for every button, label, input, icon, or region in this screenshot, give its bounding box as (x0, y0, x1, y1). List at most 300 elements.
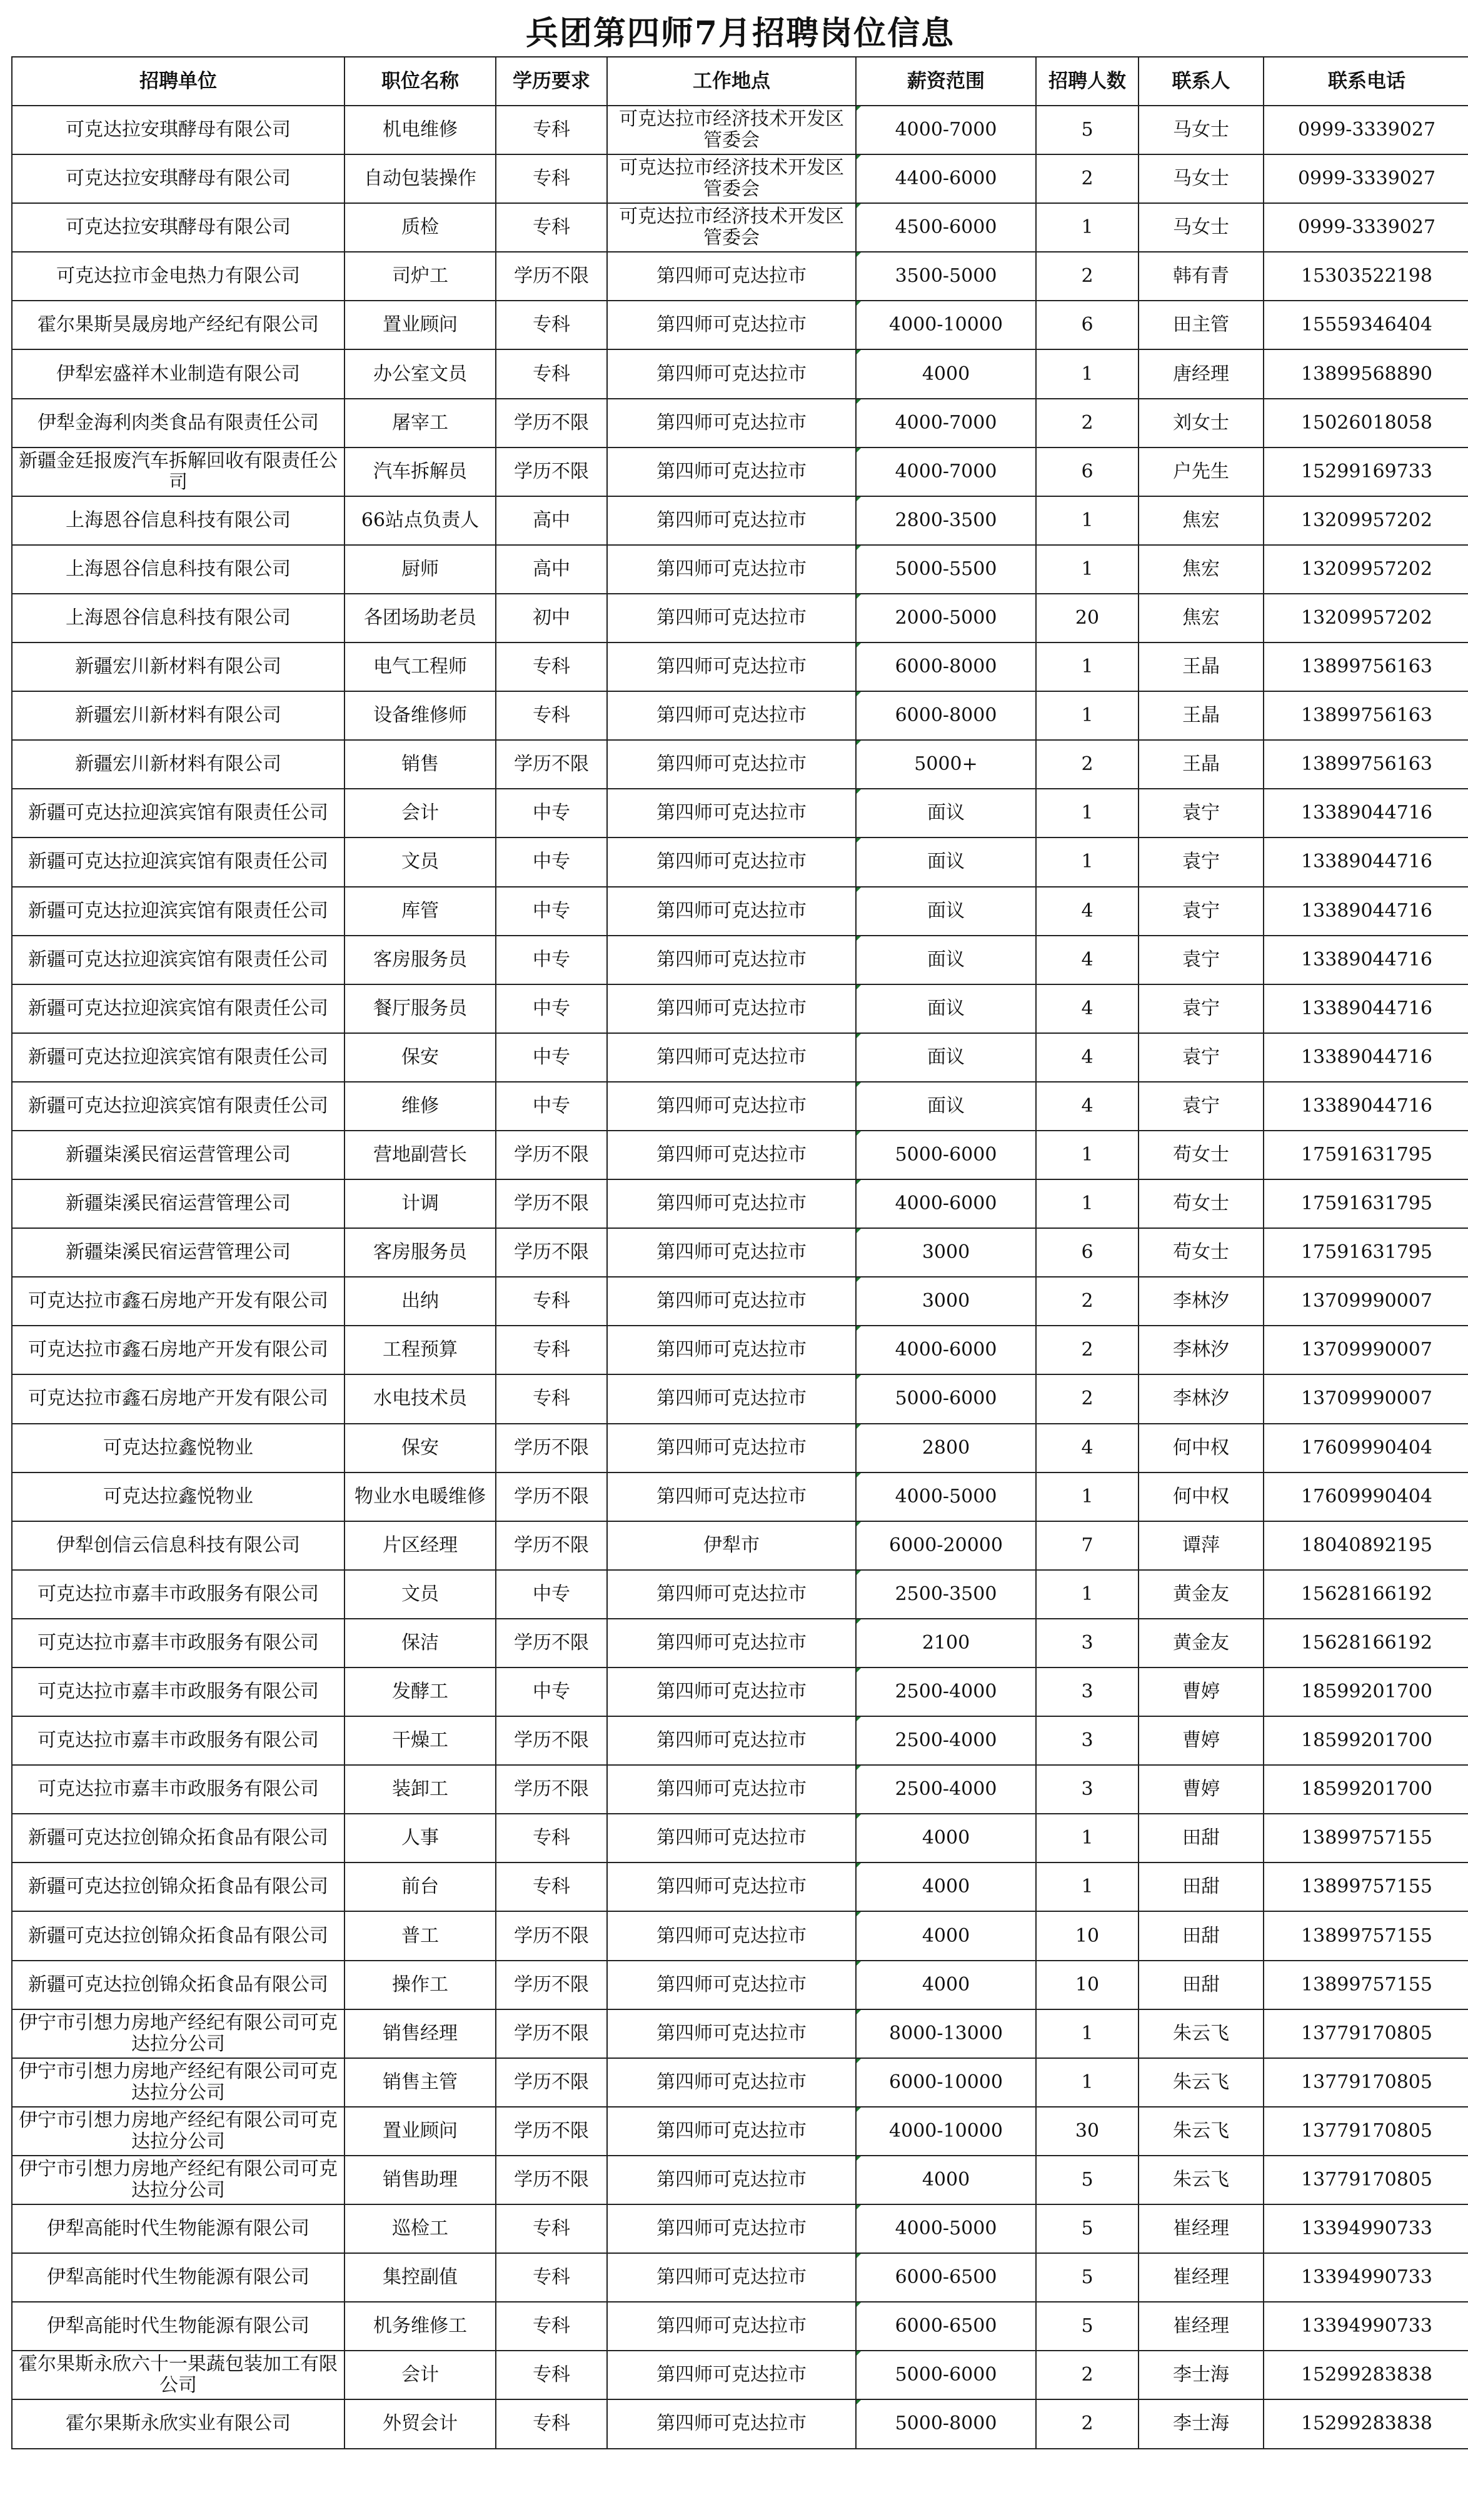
cell-education: 中专 (496, 984, 607, 1033)
cell-education: 学历不限 (496, 2107, 607, 2156)
cell-location: 第四师可克达拉市 (607, 1033, 856, 1082)
cell-location: 第四师可克达拉市 (607, 1472, 856, 1521)
cell-position: 会计 (344, 789, 496, 838)
cell-contact: 袁宁 (1139, 1082, 1264, 1131)
table-row (12, 203, 1468, 252)
cell-salary: 2500-4000 (856, 1668, 1036, 1716)
cell-phone: 15303522198 (1264, 252, 1468, 301)
table-row (12, 1570, 1468, 1619)
cell-contact: 李林汐 (1139, 1374, 1264, 1423)
cell-contact: 田甜 (1139, 1862, 1264, 1911)
cell-salary: 4500-6000 (856, 203, 1036, 252)
cell-phone: 13899568890 (1264, 349, 1468, 398)
cell-headcount: 2 (1036, 1326, 1139, 1374)
table-row (12, 1619, 1468, 1668)
cell-headcount: 1 (1036, 1472, 1139, 1521)
table-row (12, 448, 1468, 496)
cell-phone: 15299283838 (1264, 2399, 1468, 2448)
table-row (12, 301, 1468, 349)
cell-position: 前台 (344, 1862, 496, 1911)
cell-headcount: 6 (1036, 1228, 1139, 1277)
cell-employer: 可克达拉安琪酵母有限公司 (12, 154, 344, 203)
cell-location: 第四师可克达拉市 (607, 887, 856, 936)
cell-location: 第四师可克达拉市 (607, 2253, 856, 2302)
cell-contact: 何中权 (1139, 1424, 1264, 1472)
cell-employer: 新疆宏川新材料有限公司 (12, 691, 344, 740)
cell-position: 销售主管 (344, 2058, 496, 2107)
cell-location: 第四师可克达拉市 (607, 1131, 856, 1179)
cell-salary: 4000 (856, 1814, 1036, 1862)
table-row (12, 2204, 1468, 2253)
cell-education: 学历不限 (496, 399, 607, 448)
cell-education: 专科 (496, 1862, 607, 1911)
cell-headcount: 1 (1036, 1570, 1139, 1619)
cell-position: 出纳 (344, 1277, 496, 1326)
cell-phone: 13389044716 (1264, 887, 1468, 936)
cell-salary: 5000-6000 (856, 2351, 1036, 2399)
table-row (12, 1521, 1468, 1570)
table-row (12, 2107, 1468, 2156)
cell-education: 学历不限 (496, 1472, 607, 1521)
cell-employer: 新疆可克达拉迎滨宾馆有限责任公司 (12, 936, 344, 984)
table-row (12, 1424, 1468, 1472)
cell-contact: 刘女士 (1139, 399, 1264, 448)
cell-location: 第四师可克达拉市 (607, 349, 856, 398)
cell-education: 学历不限 (496, 1179, 607, 1228)
table-row (12, 2009, 1468, 2058)
cell-position: 厨师 (344, 545, 496, 594)
table-row (12, 545, 1468, 594)
cell-location: 第四师可克达拉市 (607, 1082, 856, 1131)
cell-salary: 面议 (856, 984, 1036, 1033)
cell-phone: 0999-3339027 (1264, 106, 1468, 154)
cell-location: 第四师可克达拉市 (607, 642, 856, 691)
cell-education: 学历不限 (496, 2156, 607, 2204)
cell-education: 专科 (496, 203, 607, 252)
cell-location: 第四师可克达拉市 (607, 2302, 856, 2351)
header-phone: 联系电话 (1264, 57, 1468, 106)
cell-phone: 13389044716 (1264, 1033, 1468, 1082)
cell-employer: 可克达拉安琪酵母有限公司 (12, 203, 344, 252)
cell-education: 专科 (496, 2204, 607, 2253)
header-headcount: 招聘人数 (1036, 57, 1139, 106)
cell-phone: 13709990007 (1264, 1374, 1468, 1423)
cell-salary: 6000-8000 (856, 642, 1036, 691)
cell-contact: 田主管 (1139, 301, 1264, 349)
cell-phone: 13899757155 (1264, 1862, 1468, 1911)
cell-education: 学历不限 (496, 740, 607, 789)
cell-employer: 伊宁市引想力房地产经纪有限公司可克达拉分公司 (12, 2009, 344, 2058)
table-row (12, 691, 1468, 740)
cell-headcount: 5 (1036, 2302, 1139, 2351)
cell-headcount: 1 (1036, 691, 1139, 740)
cell-location: 第四师可克达拉市 (607, 252, 856, 301)
cell-location: 第四师可克达拉市 (607, 1424, 856, 1472)
table-row (12, 154, 1468, 203)
cell-position: 质检 (344, 203, 496, 252)
table-row (12, 838, 1468, 886)
cell-salary: 5000-6000 (856, 1374, 1036, 1423)
cell-location: 第四师可克达拉市 (607, 1228, 856, 1277)
cell-location: 第四师可克达拉市 (607, 2107, 856, 2156)
cell-employer: 新疆可克达拉迎滨宾馆有限责任公司 (12, 1082, 344, 1131)
cell-position: 保安 (344, 1424, 496, 1472)
cell-phone: 13899756163 (1264, 691, 1468, 740)
cell-education: 中专 (496, 838, 607, 886)
cell-education: 中专 (496, 1082, 607, 1131)
cell-contact: 崔经理 (1139, 2302, 1264, 2351)
cell-location: 第四师可克达拉市 (607, 594, 856, 642)
cell-employer: 伊犁金海利肉类食品有限责任公司 (12, 399, 344, 448)
cell-employer: 上海恩谷信息科技有限公司 (12, 496, 344, 545)
cell-headcount: 10 (1036, 1961, 1139, 2009)
cell-position: 客房服务员 (344, 1228, 496, 1277)
cell-location: 可克达拉市经济技术开发区管委会 (607, 154, 856, 203)
cell-contact: 李士海 (1139, 2399, 1264, 2448)
cell-position: 文员 (344, 838, 496, 886)
cell-salary: 4000-10000 (856, 301, 1036, 349)
cell-headcount: 3 (1036, 1765, 1139, 1814)
cell-location: 第四师可克达拉市 (607, 1814, 856, 1862)
cell-employer: 伊犁宏盛祥木业制造有限公司 (12, 349, 344, 398)
cell-employer: 新疆可克达拉迎滨宾馆有限责任公司 (12, 838, 344, 886)
cell-employer: 新疆宏川新材料有限公司 (12, 642, 344, 691)
cell-location: 第四师可克达拉市 (607, 2009, 856, 2058)
cell-salary: 2100 (856, 1619, 1036, 1668)
cell-contact: 袁宁 (1139, 789, 1264, 838)
cell-location: 第四师可克达拉市 (607, 1765, 856, 1814)
cell-salary: 4000-5000 (856, 2204, 1036, 2253)
cell-salary: 3500-5000 (856, 252, 1036, 301)
cell-position: 销售助理 (344, 2156, 496, 2204)
cell-contact: 田甜 (1139, 1814, 1264, 1862)
table-row (12, 1033, 1468, 1082)
table-row (12, 1277, 1468, 1326)
table-row (12, 594, 1468, 642)
cell-position: 销售经理 (344, 2009, 496, 2058)
cell-salary: 4000-7000 (856, 448, 1036, 496)
cell-salary: 3000 (856, 1277, 1036, 1326)
table-row (12, 1862, 1468, 1911)
cell-employer: 新疆柒溪民宿运营管理公司 (12, 1228, 344, 1277)
cell-employer: 新疆柒溪民宿运营管理公司 (12, 1131, 344, 1179)
cell-contact: 韩有青 (1139, 252, 1264, 301)
table-row (12, 2399, 1468, 2448)
cell-employer: 新疆可克达拉迎滨宾馆有限责任公司 (12, 984, 344, 1033)
cell-salary: 面议 (856, 887, 1036, 936)
cell-contact: 马女士 (1139, 203, 1264, 252)
cell-education: 中专 (496, 1668, 607, 1716)
cell-contact: 田甜 (1139, 1961, 1264, 2009)
cell-position: 电气工程师 (344, 642, 496, 691)
cell-employer: 伊犁高能时代生物能源有限公司 (12, 2204, 344, 2253)
cell-location: 第四师可克达拉市 (607, 1326, 856, 1374)
cell-position: 会计 (344, 2351, 496, 2399)
cell-contact: 曹婷 (1139, 1668, 1264, 1716)
cell-salary: 2000-5000 (856, 594, 1036, 642)
table-row (12, 2302, 1468, 2351)
cell-education: 专科 (496, 2253, 607, 2302)
cell-headcount: 5 (1036, 2156, 1139, 2204)
cell-headcount: 4 (1036, 1082, 1139, 1131)
cell-location: 第四师可克达拉市 (607, 2058, 856, 2107)
table-row (12, 887, 1468, 936)
cell-education: 中专 (496, 1570, 607, 1619)
recruitment-sheet (11, 11, 1468, 2449)
cell-headcount: 2 (1036, 740, 1139, 789)
cell-salary: 2500-4000 (856, 1765, 1036, 1814)
cell-position: 司炉工 (344, 252, 496, 301)
cell-contact: 李士海 (1139, 2351, 1264, 2399)
cell-contact: 王晶 (1139, 691, 1264, 740)
cell-location: 第四师可克达拉市 (607, 1961, 856, 2009)
cell-location: 第四师可克达拉市 (607, 399, 856, 448)
table-row (12, 1374, 1468, 1423)
cell-contact: 苟女士 (1139, 1228, 1264, 1277)
cell-salary: 面议 (856, 1082, 1036, 1131)
header-position: 职位名称 (344, 57, 496, 106)
cell-location: 第四师可克达拉市 (607, 838, 856, 886)
cell-contact: 谭萍 (1139, 1521, 1264, 1570)
cell-phone: 15628166192 (1264, 1619, 1468, 1668)
cell-salary: 5000-5500 (856, 545, 1036, 594)
cell-salary: 面议 (856, 789, 1036, 838)
cell-position: 置业顾问 (344, 2107, 496, 2156)
table-row (12, 496, 1468, 545)
table-row (12, 1765, 1468, 1814)
cell-education: 专科 (496, 691, 607, 740)
cell-headcount: 2 (1036, 154, 1139, 203)
cell-phone: 0999-3339027 (1264, 154, 1468, 203)
cell-position: 片区经理 (344, 1521, 496, 1570)
cell-position: 人事 (344, 1814, 496, 1862)
cell-salary: 4000-10000 (856, 2107, 1036, 2156)
cell-location: 第四师可克达拉市 (607, 301, 856, 349)
cell-location: 第四师可克达拉市 (607, 2399, 856, 2448)
cell-education: 中专 (496, 887, 607, 936)
cell-salary: 面议 (856, 936, 1036, 984)
page-title: 兵团第四师7月招聘岗位信息 (525, 14, 955, 52)
cell-contact: 袁宁 (1139, 838, 1264, 886)
cell-phone: 13209957202 (1264, 594, 1468, 642)
cell-phone: 17609990404 (1264, 1424, 1468, 1472)
cell-position: 巡检工 (344, 2204, 496, 2253)
cell-phone: 18599201700 (1264, 1765, 1468, 1814)
cell-employer: 伊犁高能时代生物能源有限公司 (12, 2302, 344, 2351)
cell-salary: 6000-6500 (856, 2302, 1036, 2351)
cell-phone: 15299283838 (1264, 2351, 1468, 2399)
cell-headcount: 1 (1036, 349, 1139, 398)
cell-position: 计调 (344, 1179, 496, 1228)
cell-location: 可克达拉市经济技术开发区管委会 (607, 106, 856, 154)
cell-headcount: 7 (1036, 1521, 1139, 1570)
cell-education: 学历不限 (496, 1961, 607, 2009)
cell-employer: 新疆可克达拉创锦众拓食品有限公司 (12, 1862, 344, 1911)
cell-education: 专科 (496, 2399, 607, 2448)
cell-employer: 可克达拉市嘉丰市政服务有限公司 (12, 1619, 344, 1668)
cell-headcount: 4 (1036, 984, 1139, 1033)
cell-education: 中专 (496, 789, 607, 838)
cell-salary: 2500-4000 (856, 1716, 1036, 1765)
cell-headcount: 4 (1036, 887, 1139, 936)
table-row (12, 984, 1468, 1033)
cell-position: 装卸工 (344, 1765, 496, 1814)
cell-education: 专科 (496, 642, 607, 691)
cell-headcount: 10 (1036, 1911, 1139, 1960)
table-row (12, 1814, 1468, 1862)
table-row (12, 2351, 1468, 2399)
cell-employer: 可克达拉鑫悦物业 (12, 1424, 344, 1472)
cell-education: 高中 (496, 545, 607, 594)
cell-contact: 李林汐 (1139, 1326, 1264, 1374)
cell-headcount: 2 (1036, 2351, 1139, 2399)
cell-position: 各团场助老员 (344, 594, 496, 642)
cell-phone: 13209957202 (1264, 496, 1468, 545)
cell-position: 文员 (344, 1570, 496, 1619)
cell-education: 学历不限 (496, 1521, 607, 1570)
cell-phone: 13389044716 (1264, 936, 1468, 984)
cell-phone: 13779170805 (1264, 2107, 1468, 2156)
cell-headcount: 1 (1036, 1131, 1139, 1179)
cell-position: 保洁 (344, 1619, 496, 1668)
cell-contact: 朱云飞 (1139, 2156, 1264, 2204)
cell-employer: 新疆可克达拉迎滨宾馆有限责任公司 (12, 789, 344, 838)
header-employer: 招聘单位 (12, 57, 344, 106)
table-row (12, 1668, 1468, 1716)
cell-headcount: 1 (1036, 642, 1139, 691)
cell-employer: 可克达拉市鑫石房地产开发有限公司 (12, 1277, 344, 1326)
cell-education: 专科 (496, 301, 607, 349)
table-row (12, 1472, 1468, 1521)
cell-location: 第四师可克达拉市 (607, 691, 856, 740)
cell-headcount: 20 (1036, 594, 1139, 642)
cell-location: 第四师可克达拉市 (607, 740, 856, 789)
cell-contact: 田甜 (1139, 1911, 1264, 1960)
table-row (12, 789, 1468, 838)
cell-phone: 13899757155 (1264, 1814, 1468, 1862)
table-row (12, 642, 1468, 691)
cell-location: 第四师可克达拉市 (607, 2156, 856, 2204)
table-row (12, 1228, 1468, 1277)
cell-education: 初中 (496, 594, 607, 642)
cell-employer: 可克达拉市嘉丰市政服务有限公司 (12, 1668, 344, 1716)
cell-employer: 可克达拉市鑫石房地产开发有限公司 (12, 1374, 344, 1423)
cell-location: 第四师可克达拉市 (607, 545, 856, 594)
cell-location: 第四师可克达拉市 (607, 1911, 856, 1960)
cell-contact: 苟女士 (1139, 1131, 1264, 1179)
cell-phone: 17609990404 (1264, 1472, 1468, 1521)
cell-education: 专科 (496, 2351, 607, 2399)
cell-position: 自动包装操作 (344, 154, 496, 203)
cell-phone: 18599201700 (1264, 1716, 1468, 1765)
job-rows (12, 106, 1468, 2449)
cell-contact: 袁宁 (1139, 984, 1264, 1033)
cell-contact: 曹婷 (1139, 1716, 1264, 1765)
cell-salary: 6000-8000 (856, 691, 1036, 740)
cell-contact: 朱云飞 (1139, 2058, 1264, 2107)
cell-salary: 5000-6000 (856, 1131, 1036, 1179)
cell-headcount: 1 (1036, 2058, 1139, 2107)
cell-contact: 朱云飞 (1139, 2009, 1264, 2058)
cell-contact: 唐经理 (1139, 349, 1264, 398)
cell-position: 机电维修 (344, 106, 496, 154)
header-education: 学历要求 (496, 57, 607, 106)
cell-location: 第四师可克达拉市 (607, 1668, 856, 1716)
cell-salary: 4000 (856, 1961, 1036, 2009)
cell-education: 中专 (496, 936, 607, 984)
cell-contact: 马女士 (1139, 106, 1264, 154)
cell-headcount: 5 (1036, 106, 1139, 154)
table-row (12, 1911, 1468, 1960)
cell-employer: 新疆可克达拉迎滨宾馆有限责任公司 (12, 887, 344, 936)
cell-position: 干燥工 (344, 1716, 496, 1765)
table-row (12, 2156, 1468, 2204)
cell-contact: 袁宁 (1139, 887, 1264, 936)
cell-employer: 可克达拉安琪酵母有限公司 (12, 106, 344, 154)
table-row (12, 936, 1468, 984)
cell-headcount: 5 (1036, 2204, 1139, 2253)
cell-contact: 苟女士 (1139, 1179, 1264, 1228)
cell-contact: 袁宁 (1139, 936, 1264, 984)
cell-location: 第四师可克达拉市 (607, 2204, 856, 2253)
table-header-row (12, 57, 1468, 106)
cell-employer: 可克达拉市嘉丰市政服务有限公司 (12, 1716, 344, 1765)
cell-salary: 2800-3500 (856, 496, 1036, 545)
cell-phone: 13389044716 (1264, 838, 1468, 886)
cell-phone: 15628166192 (1264, 1570, 1468, 1619)
cell-headcount: 2 (1036, 1277, 1139, 1326)
cell-phone: 18599201700 (1264, 1668, 1468, 1716)
cell-employer: 伊宁市引想力房地产经纪有限公司可克达拉分公司 (12, 2156, 344, 2204)
cell-education: 学历不限 (496, 1228, 607, 1277)
cell-contact: 朱云飞 (1139, 2107, 1264, 2156)
cell-phone: 13899757155 (1264, 1961, 1468, 2009)
cell-position: 水电技术员 (344, 1374, 496, 1423)
cell-employer: 新疆柒溪民宿运营管理公司 (12, 1179, 344, 1228)
cell-location: 第四师可克达拉市 (607, 1277, 856, 1326)
cell-position: 保安 (344, 1033, 496, 1082)
cell-position: 66站点负责人 (344, 496, 496, 545)
cell-employer: 上海恩谷信息科技有限公司 (12, 545, 344, 594)
cell-education: 专科 (496, 154, 607, 203)
cell-salary: 6000-20000 (856, 1521, 1036, 1570)
cell-headcount: 4 (1036, 1424, 1139, 1472)
table-row (12, 1082, 1468, 1131)
cell-position: 销售 (344, 740, 496, 789)
cell-location: 第四师可克达拉市 (607, 1374, 856, 1423)
cell-headcount: 1 (1036, 838, 1139, 886)
cell-education: 学历不限 (496, 2058, 607, 2107)
cell-headcount: 3 (1036, 1668, 1139, 1716)
cell-salary: 4000-5000 (856, 1472, 1036, 1521)
cell-contact: 马女士 (1139, 154, 1264, 203)
cell-location: 可克达拉市经济技术开发区管委会 (607, 203, 856, 252)
cell-position: 物业水电暖维修 (344, 1472, 496, 1521)
cell-employer: 霍尔果斯永欣实业有限公司 (12, 2399, 344, 2448)
cell-headcount: 5 (1036, 2253, 1139, 2302)
cell-salary: 4000 (856, 349, 1036, 398)
cell-phone: 13209957202 (1264, 545, 1468, 594)
cell-headcount: 3 (1036, 1716, 1139, 1765)
cell-contact: 崔经理 (1139, 2204, 1264, 2253)
cell-phone: 13709990007 (1264, 1326, 1468, 1374)
cell-salary: 4000 (856, 1862, 1036, 1911)
cell-education: 专科 (496, 1277, 607, 1326)
cell-employer: 可克达拉鑫悦物业 (12, 1472, 344, 1521)
cell-headcount: 6 (1036, 301, 1139, 349)
cell-employer: 新疆可克达拉创锦众拓食品有限公司 (12, 1961, 344, 2009)
cell-salary: 8000-13000 (856, 2009, 1036, 2058)
